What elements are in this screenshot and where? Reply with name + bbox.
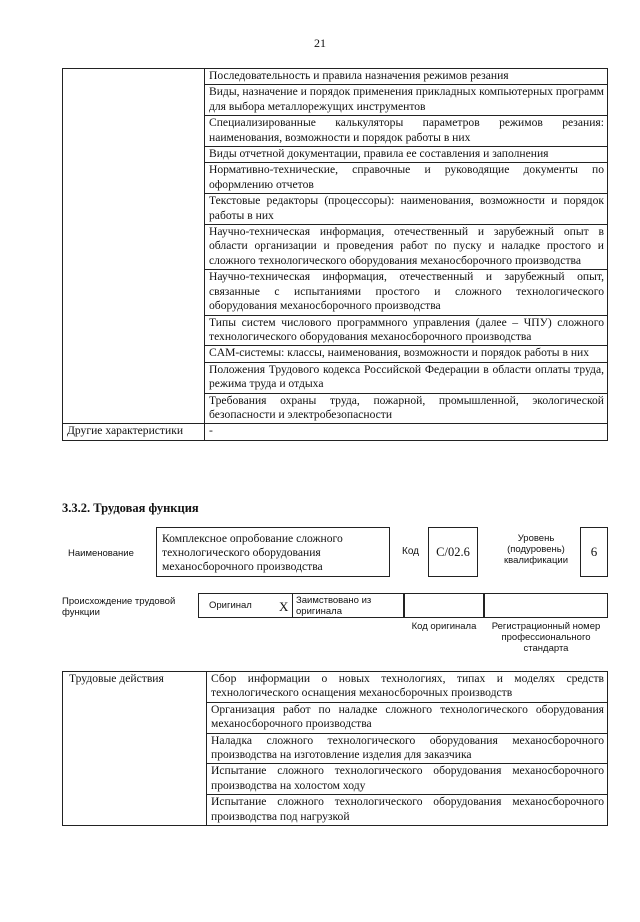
origin-row (198, 593, 608, 618)
original-mark: X (279, 599, 289, 614)
registration-number-caption: Регистрационный номер профессионального стандарта (491, 621, 601, 654)
table-row (63, 672, 608, 703)
section-heading: 3.3.2. Трудовая функция (62, 501, 199, 515)
original-code-caption: Код оригинала (411, 621, 477, 632)
other-characteristics-value: - (205, 424, 608, 440)
actions-label: Трудовые действия (63, 672, 207, 826)
table-cell: CAM-системы: классы, наименования, возможности и порядок работы в них (205, 346, 608, 362)
borrowed-cell: Заимствовано из оригинала (292, 593, 404, 618)
table-cell: Испытание сложного технологического оборудования механосборочного производства под нагрузкой (207, 795, 608, 826)
original-cell (198, 593, 292, 618)
table-row (63, 424, 608, 440)
table-cell: Наладка сложного технологического оборудования механосборочного производства на изготовление изделия для заказчика (207, 733, 608, 764)
other-characteristics-label: Другие характеристики (63, 424, 205, 440)
table-cell: Требования охраны труда, пожарной, промышленной, экологической безопасности и электробезопасности (205, 393, 608, 424)
code-label: Код (402, 546, 420, 557)
table-cell: Виды, назначение и порядок применения прикладных компьютерных программ для выбора металлорежущих инструментов (205, 85, 608, 116)
table-cell: Научно-техническая информация, отечественный и зарубежный опыт, связанные с испытаниями простого и сложного технологического оборудования механосборочного производства (205, 270, 608, 315)
table-cell: Типы систем числового программного управления (далее – ЧПУ) сложного технологического оборудования механосборочного производства (205, 315, 608, 346)
table-cell: Последовательность и правила назначения режимов резания (205, 69, 608, 85)
knowledge-table (62, 68, 608, 441)
level-box: 6 (580, 527, 608, 577)
registration-number-cell (484, 593, 608, 618)
table-cell: Научно-техническая информация, отечественный и зарубежный опыт в области организации и проведения работ по пуску и наладке простого и сложного технологического оборудования механосборочного производства (205, 225, 608, 270)
level-label: Уровень (подуровень) квалификации (503, 533, 569, 566)
actions-table (62, 671, 608, 826)
table-cell: Текстовые редакторы (процессоры): наименования, возможности и порядок работы в них (205, 194, 608, 225)
original-label: Оригинал (209, 600, 252, 611)
table-cell: Нормативно-технические, справочные и руководящие документы по оформлению отчетов (205, 163, 608, 194)
table-cell: Специализированные калькуляторы параметров режимов резания: наименования, возможности и порядок работы в них (205, 116, 608, 147)
origin-label: Происхождение трудовой функции (62, 596, 176, 618)
table-cell: Виды отчетной документации, правила ее составления и заполнения (205, 147, 608, 163)
original-code-cell (404, 593, 484, 618)
row-label-empty (63, 69, 205, 424)
function-name-box: Комплексное опробование сложного технологического оборудования механосборочного производства (156, 527, 390, 577)
table-cell: Положения Трудового кодекса Российской Федерации в области оплаты труда, режима труда и отдыха (205, 362, 608, 393)
table-row (63, 69, 608, 85)
page-number: 21 (314, 36, 326, 50)
table-cell: Испытание сложного технологического оборудования механосборочного производства на холостом ходу (207, 764, 608, 795)
table-cell: Организация работ по наладке сложного технологического оборудования механосборочного производства (207, 702, 608, 733)
name-label: Наименование (68, 548, 134, 559)
table-cell: Сбор информации о новых технологиях, типах и моделях средств технологического оснащения механосборочных производств (207, 672, 608, 703)
function-code-box: C/02.6 (428, 527, 478, 577)
